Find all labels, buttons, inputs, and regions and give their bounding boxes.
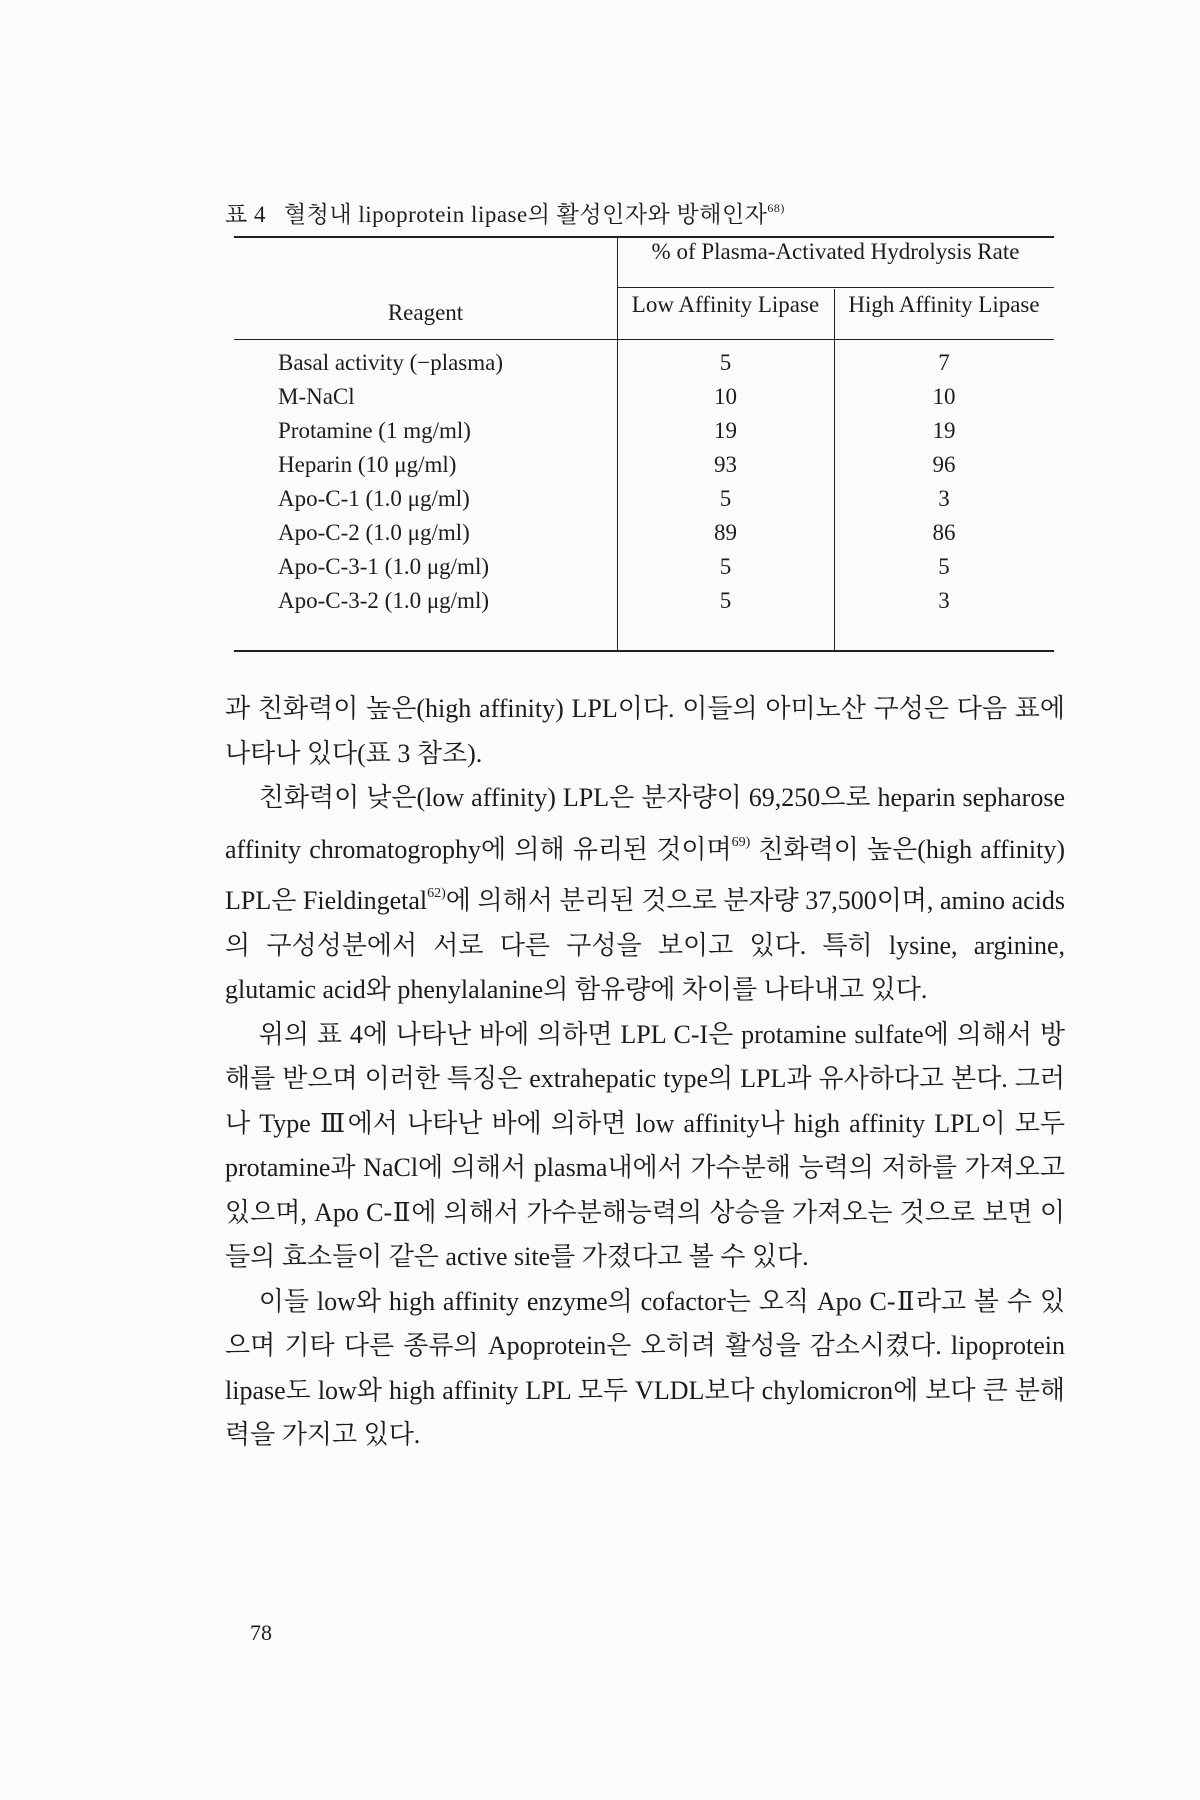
table-caption-text: 혈청내 lipoprotein lipase의 활성인자와 방해인자 (283, 202, 768, 227)
column-header-high-affinity: High Affinity Lipase (848, 292, 1040, 317)
low-affinity-cell: 5 (719, 588, 732, 613)
citation: 62) (427, 886, 446, 901)
table-row (234, 550, 1054, 584)
paragraph-text: 친화력이 낮은(low affinity) LPL은 분자량이 69,250으로 heparin sepharose affinity chromatogrophy에 의해 유리된 것이며 (225, 783, 1065, 864)
table-number: 표 4 (225, 202, 266, 227)
reagent-cell: Apo-C-3-2 (1.0 μg/ml) (278, 588, 489, 613)
table-row (234, 516, 1054, 550)
high-affinity-cell: 5 (938, 554, 950, 579)
paragraph: 과 친화력이 높은(high affinity) LPL이다. 이들의 아미노산 구성은 다음 표에 나타나 있다(표 3 참조). (225, 694, 1065, 768)
high-affinity-cell: 96 (932, 452, 956, 477)
low-affinity-cell: 19 (714, 418, 737, 443)
low-affinity-cell: 5 (719, 486, 732, 511)
low-affinity-cell: 89 (714, 520, 737, 545)
table-row (234, 414, 1054, 448)
reagent-cell: Protamine (1 mg/ml) (278, 418, 471, 443)
body-text (225, 687, 1065, 1458)
high-affinity-cell: 3 (938, 588, 950, 613)
table-caption (225, 196, 785, 229)
reagent-cell: Apo-C-3-1 (1.0 μg/ml) (278, 554, 489, 579)
paragraph (225, 776, 1065, 1013)
high-affinity-cell: 86 (932, 520, 956, 545)
data-table (234, 236, 1054, 654)
high-affinity-cell: 10 (932, 384, 956, 409)
table-row (234, 448, 1054, 482)
table-header-rule (234, 339, 1054, 340)
reagent-cell: Basal activity (−plasma) (278, 350, 504, 375)
reagent-cell: Apo-C-2 (1.0 μg/ml) (278, 520, 470, 545)
table-row (234, 482, 1054, 516)
paragraph-text: 친화력이 높은(high affinity) LPL은 Fieldingetal (225, 834, 1065, 915)
table-bottom-rule (234, 650, 1054, 652)
reagent-cell: Heparin (10 μg/ml) (278, 452, 457, 477)
low-affinity-cell: 93 (714, 452, 737, 477)
reagent-cell: M-NaCl (278, 384, 355, 409)
table-row (234, 346, 1054, 380)
table-row (234, 380, 1054, 414)
paragraph: 위의 표 4에 나타난 바에 의하면 LPL C-I은 protamine sulfate에 의해서 방해를 받으며 이러한 특징은 extrahepatic type의 LPL과 유사하다고 본다. 그러나 Type Ⅲ에서 나타난 바에 의하면 low affinity나 high affinity LPL이 모두 protamine과 NaCl에 의해서 plasma내에서 가수분해 능력의 저하를 가져오고 있으며, Apo C-Ⅱ에 의해서 가수분해능력의 상승을 가져오는 것으로 보면 이들의 효소들이 같은 active site를 가졌다고 볼 수 있다. (225, 1019, 1065, 1271)
table-subheader-rule (617, 287, 1054, 288)
column-header-low-affinity: Low Affinity Lipase (631, 292, 820, 317)
citation: 69) (731, 834, 751, 850)
high-affinity-cell: 3 (938, 486, 950, 511)
low-affinity-cell: 5 (719, 554, 732, 579)
high-affinity-cell: 19 (932, 418, 956, 443)
page-number: 78 (250, 1620, 272, 1645)
reagent-cell: Apo-C-1 (1.0 μg/ml) (278, 486, 470, 511)
paragraph-text: 에 의해서 분리된 것으로 분자량 37,500이며, amino acids의 구성성분에서 서로 다른 구성을 보이고 있다. 특히 lysine, arginine, glutamic acid와 phenylalanine의 함유량에 차이를 나타내고 있다. (225, 886, 1065, 1004)
column-header-group: % of Plasma-Activated Hydrolysis Rate (651, 239, 1020, 264)
high-affinity-cell: 7 (938, 350, 950, 375)
table-row (234, 584, 1054, 618)
caption-reference: 68) (767, 201, 785, 215)
low-affinity-cell: 10 (714, 384, 737, 409)
paragraph: 이들 low와 high affinity enzyme의 cofactor는 오직 Apo C-Ⅱ라고 볼 수 있으며 기타 다른 종류의 Apoprotein은 오히려 활성을 감소시켰다. lipoprotein lipase도 low와 high affinity LPL 모두 VLDL보다 chylomicron에 보다 큰 분해력을 가지고 있다. (225, 1286, 1065, 1449)
low-affinity-cell: 5 (719, 350, 732, 375)
column-header-reagent: Reagent (387, 300, 464, 325)
table-top-rule (234, 236, 1054, 238)
